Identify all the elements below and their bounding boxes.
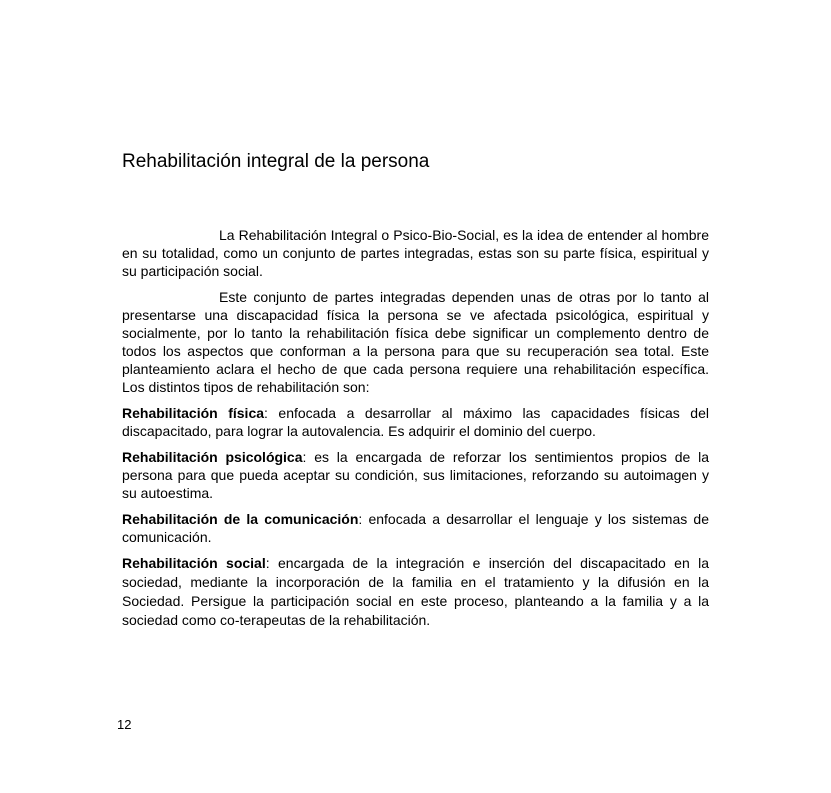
definition-term: Rehabilitación psicológica xyxy=(122,449,303,465)
definition-psychological xyxy=(122,448,709,502)
definition-text: : encargada de la integración e inserción del discapacitado en la sociedad, mediante la incorporación de la familia en el tratamiento y la difusión en la Sociedad. Persigue la participación social en este proceso, planteando a la familia y a la sociedad como co-terapeutas de la rehabilitación. xyxy=(122,555,709,628)
definition-text: : enfocada a desarrollar al máximo las capacidades físicas del discapacitado, para lograr la autovalencia. Es adquirir el dominio del cuerpo. xyxy=(122,405,709,439)
definition-communication xyxy=(122,510,709,546)
definition-text: : es la encargada de reforzar los sentimientos propios de la persona para que pueda aceptar su condición, sus limitaciones, reforzando su autoimagen y su autoestima. xyxy=(122,449,709,501)
definition-term: Rehabilitación social xyxy=(122,555,266,571)
definition-text: : enfocada a desarrollar el lenguaje y los sistemas de comunicación. xyxy=(122,511,710,545)
definition-term: Rehabilitación de la comunicación xyxy=(122,511,359,527)
body-text xyxy=(122,226,709,638)
context-paragraph: Este conjunto de partes integradas dependen unas de otras por lo tanto al presentarse una discapacidad física la persona se ve afectada psicológica, espiritual y socialmente, por lo tanto la rehabilitación física debe significar un complemento dentro de todos los aspectos que conforman a la persona para que su recuperación sea total. Este planteamiento aclara el hecho de que cada persona requiere una rehabilitación específica. Los distintos tipos de rehabilitación son: xyxy=(122,289,709,395)
page-title: Rehabilitación integral de la persona xyxy=(122,151,430,172)
definition-term: Rehabilitación física xyxy=(122,405,265,421)
definition-social xyxy=(122,554,709,630)
intro-paragraph: La Rehabilitación Integral o Psico-Bio-Social, es la idea de entender al hombre en su totalidad, como un conjunto de partes integradas, estas son su parte física, espiritual y su participación social. xyxy=(122,227,709,279)
page-number: 12 xyxy=(117,717,132,732)
definition-physical xyxy=(122,404,709,440)
